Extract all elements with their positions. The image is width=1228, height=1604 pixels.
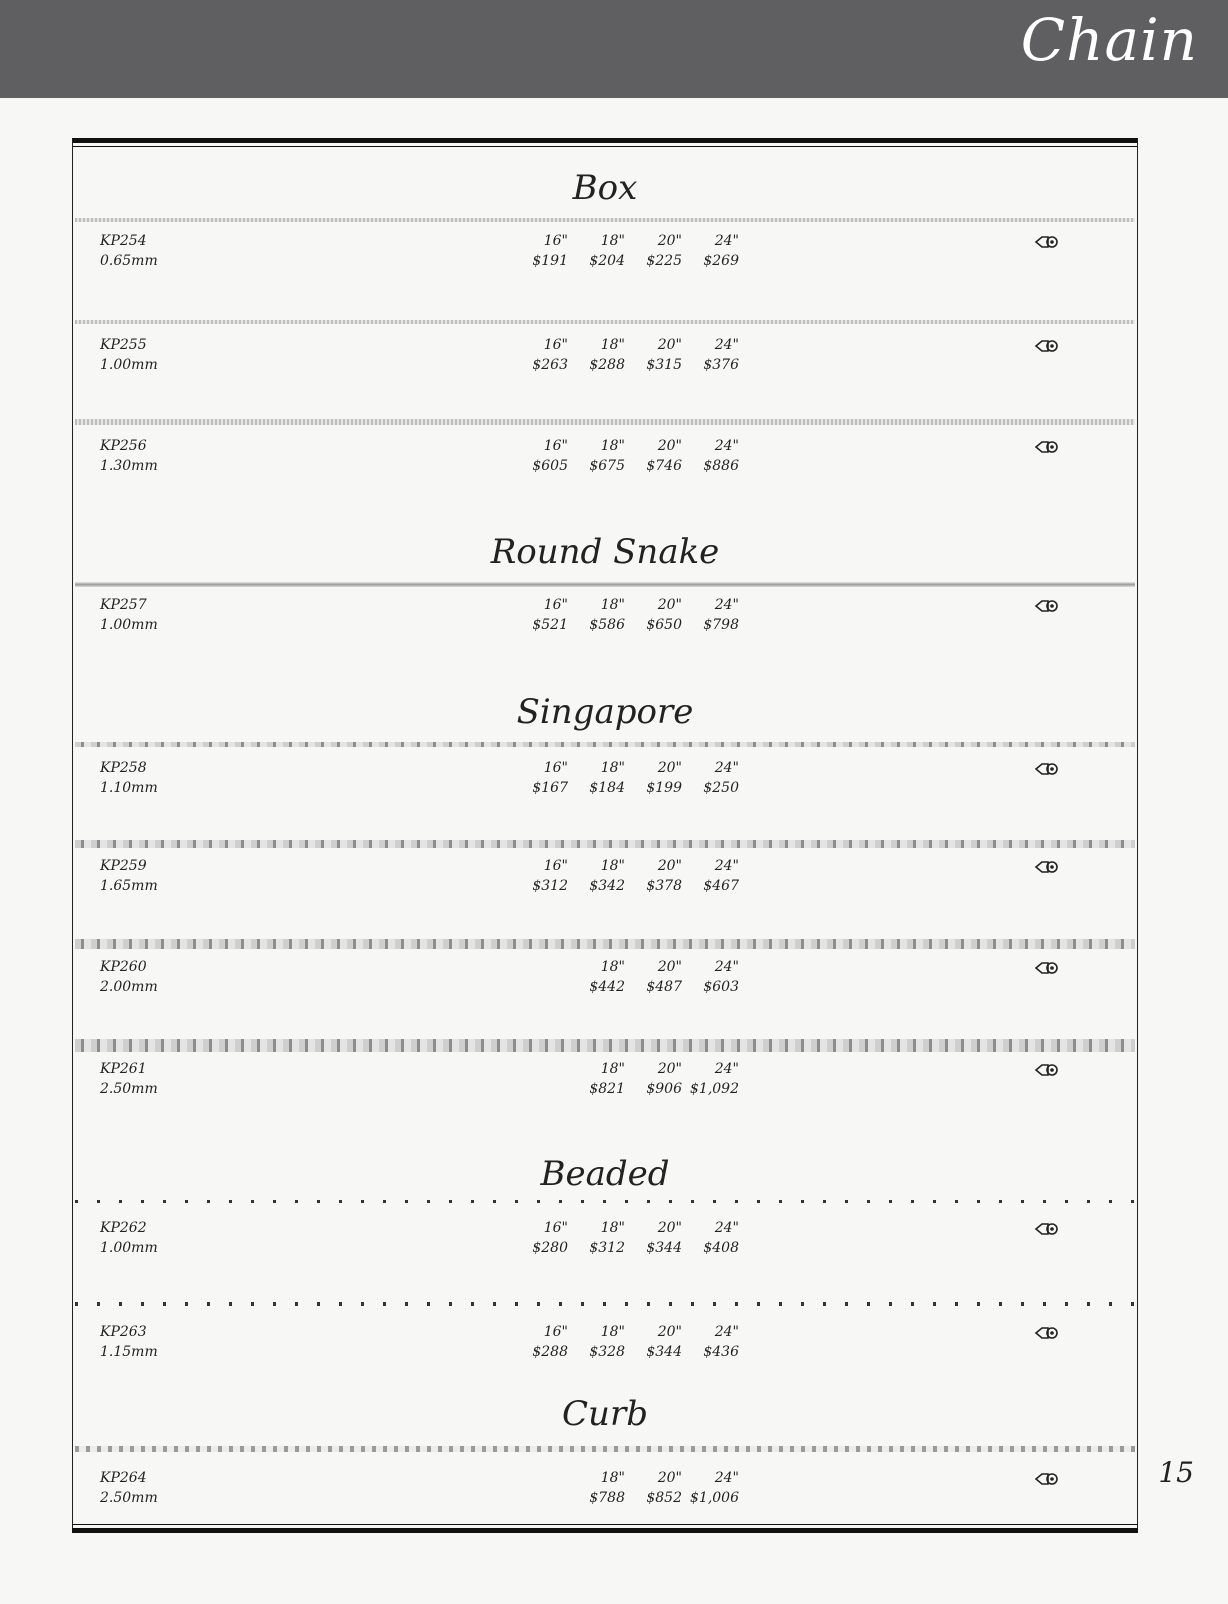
price-column (626, 595, 682, 635)
price-column (512, 758, 568, 798)
chain-price: $225 (646, 253, 682, 269)
price-column (683, 1322, 739, 1362)
price-column (569, 856, 625, 896)
chain-image-kp264 (75, 1446, 1135, 1452)
chain-length: 18" (600, 760, 625, 776)
clasp-icon (1034, 858, 1060, 876)
price-column (683, 335, 739, 375)
chain-length: 24" (714, 233, 739, 249)
sku-size: 1.15mm (100, 1344, 158, 1360)
price-column (512, 856, 568, 896)
chain-price: $250 (703, 780, 739, 796)
chain-length: 20" (657, 959, 682, 975)
chain-price: $408 (703, 1240, 739, 1256)
price-column (626, 1468, 682, 1508)
bottom-rule (72, 1528, 1138, 1533)
sku-size: 2.50mm (100, 1081, 158, 1097)
price-column (569, 957, 625, 997)
product-sku (100, 957, 158, 997)
chain-price: $204 (589, 253, 625, 269)
sku-size: 2.50mm (100, 1490, 158, 1506)
product-row (72, 1218, 1138, 1262)
chain-length: 24" (714, 337, 739, 353)
product-sku (100, 1218, 158, 1258)
header-band (0, 0, 1228, 98)
sku-code: KP255 (100, 337, 147, 353)
chain-price: $675 (589, 458, 625, 474)
sku-code: KP262 (100, 1220, 147, 1236)
chain-length: 18" (600, 597, 625, 613)
chain-price: $1,006 (690, 1490, 739, 1506)
product-sku (100, 758, 158, 798)
chain-length: 16" (543, 1324, 568, 1340)
chain-length: 18" (600, 1324, 625, 1340)
product-sku (100, 595, 158, 635)
chain-image-kp263 (75, 1302, 1135, 1306)
section-title-box: Box (572, 168, 638, 208)
chain-price: $288 (532, 1344, 568, 1360)
page-number: 15 (1158, 1456, 1194, 1489)
chain-length: 18" (600, 1220, 625, 1236)
chain-length: 20" (657, 1470, 682, 1486)
chain-price: $280 (532, 1240, 568, 1256)
price-column (512, 335, 568, 375)
price-column (512, 1322, 568, 1362)
product-row (72, 231, 1138, 275)
price-column (626, 1218, 682, 1258)
chain-length: 18" (600, 959, 625, 975)
chain-price: $378 (646, 878, 682, 894)
clasp-icon (1034, 760, 1060, 778)
clasp-icon (1034, 438, 1060, 456)
chain-price: $344 (646, 1344, 682, 1360)
sku-size: 1.00mm (100, 617, 158, 633)
chain-price: $199 (646, 780, 682, 796)
chain-price: $605 (532, 458, 568, 474)
chain-price: $746 (646, 458, 682, 474)
sku-code: KP258 (100, 760, 147, 776)
product-row (72, 856, 1138, 900)
chain-image-kp258 (75, 742, 1135, 747)
sku-size: 1.30mm (100, 458, 158, 474)
chain-length: 20" (657, 597, 682, 613)
chain-length: 16" (543, 438, 568, 454)
chain-price: $315 (646, 357, 682, 373)
chain-image-kp255 (75, 320, 1135, 324)
product-sku (100, 231, 158, 271)
section-title-curb: Curb (562, 1394, 648, 1434)
price-column (626, 231, 682, 271)
chain-length: 18" (600, 438, 625, 454)
product-sku (100, 335, 158, 375)
chain-price: $312 (589, 1240, 625, 1256)
chain-price: $263 (532, 357, 568, 373)
chain-price: $886 (703, 458, 739, 474)
price-column (569, 758, 625, 798)
price-column (683, 856, 739, 896)
chain-length: 18" (600, 858, 625, 874)
product-row (72, 436, 1138, 480)
price-column (626, 856, 682, 896)
chain-length: 20" (657, 760, 682, 776)
chain-length: 24" (714, 597, 739, 613)
chain-length: 24" (714, 1061, 739, 1077)
chain-length: 20" (657, 1220, 682, 1236)
page-title: Chain (1020, 6, 1198, 74)
chain-length: 24" (714, 858, 739, 874)
sku-code: KP257 (100, 597, 147, 613)
chain-price: $376 (703, 357, 739, 373)
price-column (569, 436, 625, 476)
price-column (683, 957, 739, 997)
sku-size: 1.65mm (100, 878, 158, 894)
chain-image-kp259 (75, 840, 1135, 848)
product-row (72, 595, 1138, 639)
sku-code: KP261 (100, 1061, 147, 1077)
chain-length: 16" (543, 1220, 568, 1236)
price-column (569, 231, 625, 271)
price-column (512, 1218, 568, 1258)
chain-length: 16" (543, 760, 568, 776)
section-title-beaded: Beaded (540, 1154, 670, 1194)
chain-price: $342 (589, 878, 625, 894)
price-column (569, 1218, 625, 1258)
clasp-icon (1034, 959, 1060, 977)
chain-price: $586 (589, 617, 625, 633)
product-row (72, 957, 1138, 1001)
chain-length: 24" (714, 1324, 739, 1340)
chain-length: 18" (600, 1470, 625, 1486)
product-row (72, 1059, 1138, 1103)
sku-size: 1.00mm (100, 357, 158, 373)
chain-price: $467 (703, 878, 739, 894)
price-column (683, 1059, 739, 1099)
chain-length: 18" (600, 233, 625, 249)
sku-size: 2.00mm (100, 979, 158, 995)
chain-price: $798 (703, 617, 739, 633)
chain-price: $344 (646, 1240, 682, 1256)
price-column (683, 758, 739, 798)
chain-price: $442 (589, 979, 625, 995)
chain-price: $191 (532, 253, 568, 269)
chain-image-kp262 (75, 1200, 1135, 1203)
chain-length: 18" (600, 337, 625, 353)
chain-length: 18" (600, 1061, 625, 1077)
bottom-rule-thin (72, 1524, 1138, 1525)
sku-code: KP254 (100, 233, 147, 249)
price-column (512, 231, 568, 271)
chain-length: 20" (657, 858, 682, 874)
product-row (72, 1322, 1138, 1366)
section-title-round-snake: Round Snake (490, 532, 720, 572)
price-column (569, 335, 625, 375)
chain-price: $1,092 (690, 1081, 739, 1097)
product-sku (100, 1468, 158, 1508)
price-column (683, 595, 739, 635)
chain-length: 16" (543, 858, 568, 874)
product-row (72, 758, 1138, 802)
chain-length: 16" (543, 337, 568, 353)
price-column (626, 436, 682, 476)
product-row (72, 1468, 1138, 1512)
price-column (683, 436, 739, 476)
product-sku (100, 1322, 158, 1362)
chain-price: $328 (589, 1344, 625, 1360)
price-column (626, 1059, 682, 1099)
sku-code: KP259 (100, 858, 147, 874)
chain-price: $821 (589, 1081, 625, 1097)
sku-size: 0.65mm (100, 253, 158, 269)
chain-price: $521 (532, 617, 568, 633)
price-column (512, 595, 568, 635)
sku-code: KP264 (100, 1470, 147, 1486)
section-title-singapore: Singapore (516, 692, 694, 732)
sku-code: KP256 (100, 438, 147, 454)
chain-length: 24" (714, 1220, 739, 1236)
product-sku (100, 1059, 158, 1099)
clasp-icon (1034, 337, 1060, 355)
price-column (569, 1322, 625, 1362)
sku-code: KP260 (100, 959, 147, 975)
chain-image-kp254 (75, 218, 1135, 222)
sku-size: 1.00mm (100, 1240, 158, 1256)
chain-length: 20" (657, 233, 682, 249)
price-column (626, 758, 682, 798)
product-sku (100, 436, 158, 476)
chain-price: $269 (703, 253, 739, 269)
chain-length: 24" (714, 1470, 739, 1486)
chain-length: 20" (657, 1061, 682, 1077)
chain-image-kp260 (75, 939, 1135, 949)
clasp-icon (1034, 1061, 1060, 1079)
chain-length: 20" (657, 337, 682, 353)
price-column (569, 595, 625, 635)
chain-length: 20" (657, 438, 682, 454)
clasp-icon (1034, 1324, 1060, 1342)
chain-price: $288 (589, 357, 625, 373)
price-column (626, 957, 682, 997)
chain-price: $650 (646, 617, 682, 633)
chain-price: $167 (532, 780, 568, 796)
chain-price: $852 (646, 1490, 682, 1506)
sku-code: KP263 (100, 1324, 147, 1340)
chain-price: $487 (646, 979, 682, 995)
chain-image-kp257 (75, 582, 1135, 587)
price-column (683, 231, 739, 271)
price-column (626, 1322, 682, 1362)
chain-price: $184 (589, 780, 625, 796)
price-column (683, 1468, 739, 1508)
clasp-icon (1034, 233, 1060, 251)
chain-length: 16" (543, 233, 568, 249)
price-column (512, 436, 568, 476)
chain-length: 24" (714, 438, 739, 454)
chain-price: $906 (646, 1081, 682, 1097)
chain-length: 24" (714, 959, 739, 975)
chain-image-kp261 (75, 1039, 1135, 1052)
price-column (569, 1468, 625, 1508)
chain-price: $603 (703, 979, 739, 995)
price-column (569, 1059, 625, 1099)
price-column (683, 1218, 739, 1258)
chain-length: 24" (714, 760, 739, 776)
clasp-icon (1034, 1470, 1060, 1488)
price-column (626, 335, 682, 375)
chain-length: 20" (657, 1324, 682, 1340)
chain-price: $312 (532, 878, 568, 894)
chain-image-kp256 (75, 419, 1135, 425)
chain-price: $788 (589, 1490, 625, 1506)
sku-size: 1.10mm (100, 780, 158, 796)
chain-price: $436 (703, 1344, 739, 1360)
product-row (72, 335, 1138, 379)
clasp-icon (1034, 1220, 1060, 1238)
product-sku (100, 856, 158, 896)
clasp-icon (1034, 597, 1060, 615)
chain-length: 16" (543, 597, 568, 613)
